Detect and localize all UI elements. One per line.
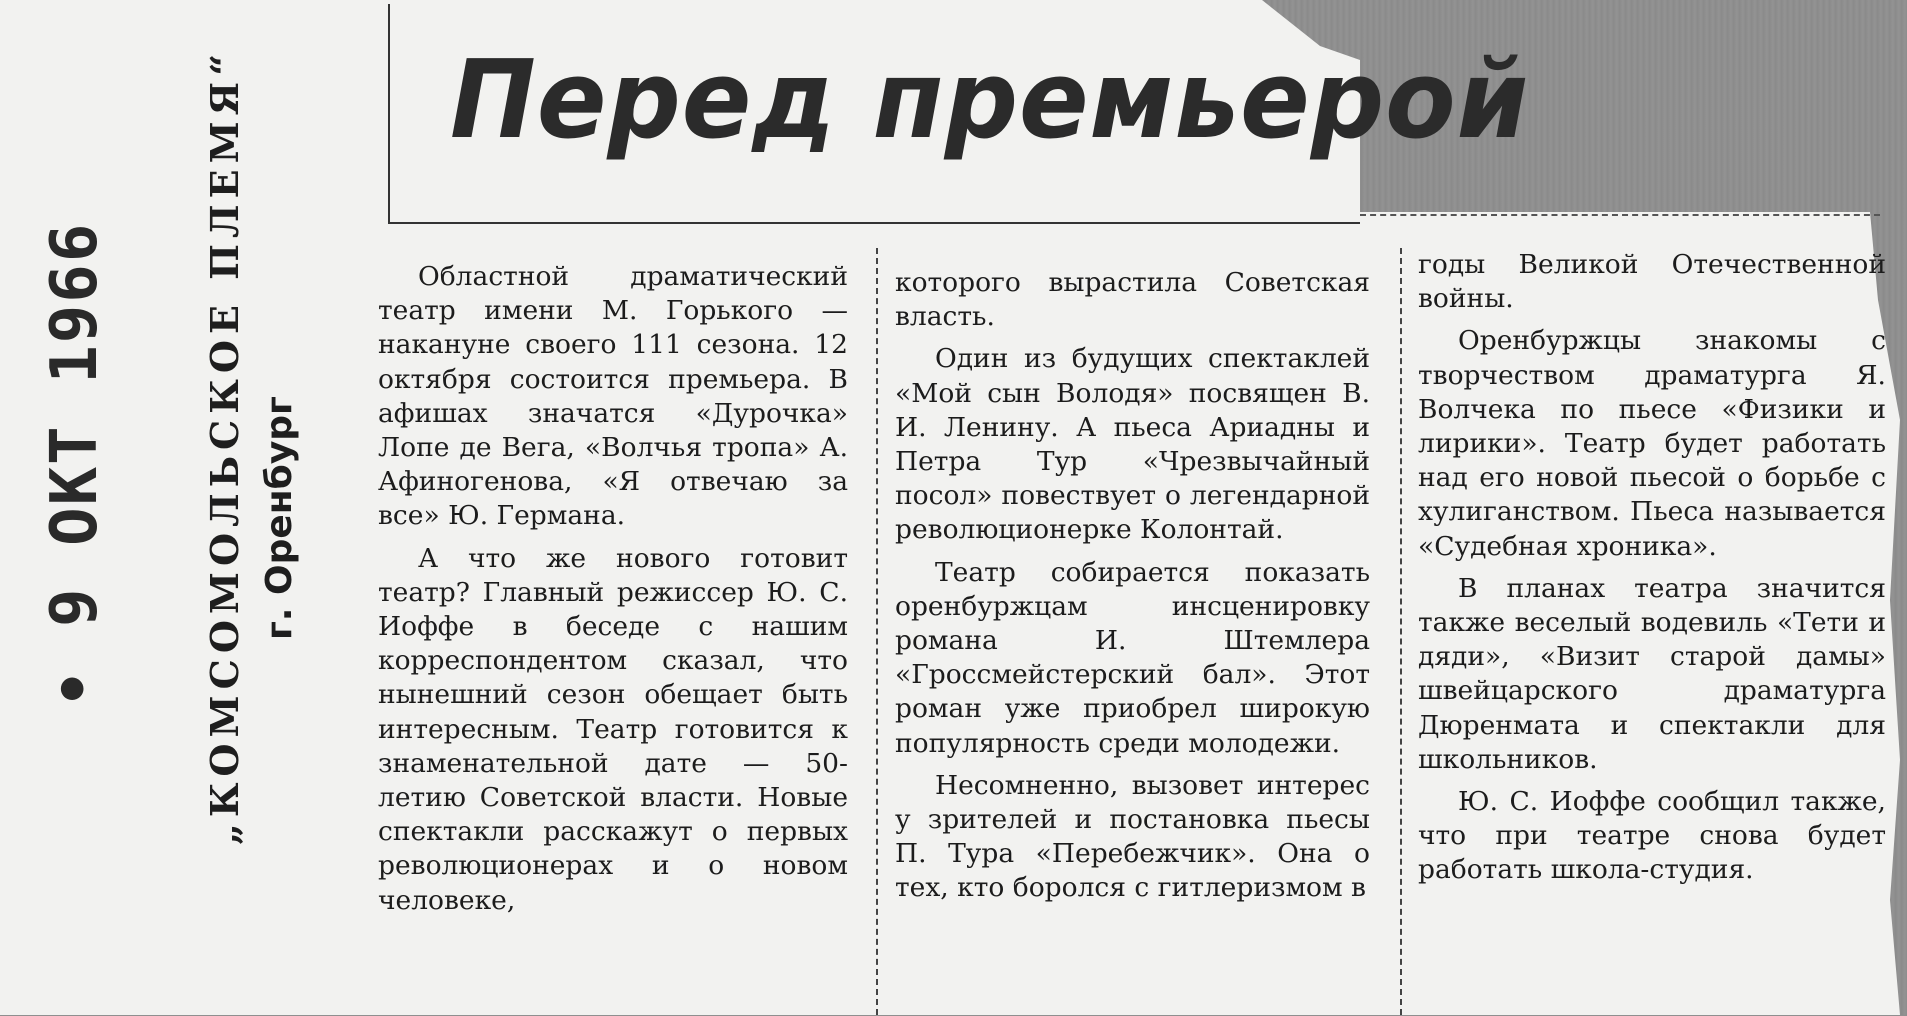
paragraph: Областной драматический театр имени М. Горького — накануне своего 111 сезона. 12 октября состоится премьера. В афишах значатся «Дурочка» Лопе де Вега, «Волчья тропа» А. Афиногенова, «Я отвечаю за все» Ю. Германа.	[378, 261, 848, 532]
paragraph: Несомненно, вызовет интерес у зрителей и постановка пьесы П. Тура «Перебежчик». Она о тех, кто боролся с гитлеризмом в	[895, 769, 1370, 904]
article-column-2	[895, 266, 1370, 1016]
headline-box	[388, 4, 1530, 224]
city-stamp: г. Оренбург	[259, 396, 300, 640]
article-column-3	[1418, 248, 1886, 998]
newspaper-name-stamp: „КОМСОМОЛЬСКОЕ ПЛЕМЯ“	[202, 47, 247, 845]
headline-rule	[1360, 214, 1880, 216]
paragraph: Один из будущих спектаклей «Мой сын Володя» посвящен В. И. Ленину. А пьеса Ариадны и Петра Тур «Чрезвычайный посол» повествует о легендарной революционерке Колонтай.	[895, 343, 1370, 546]
article-column-1	[378, 260, 848, 1010]
paragraph-continued: которого вырастила Советская власть.	[895, 267, 1370, 333]
paragraph: В планах театра значится также веселый водевиль «Тети и дяди», «Визит старой дамы» швейцарского драматурга Дюренмата и спектакли для школьников.	[1418, 572, 1886, 775]
paragraph: Оренбуржцы знакомы с творчеством драматурга Я. Волчека по пьесе «Физики и лирики». Театр будет работать над его новой пьесой о борьбе с хулиганством. Пьеса называется «Судебная хроника».	[1418, 325, 1886, 562]
date-stamp: • 9 ОКТ 1966	[38, 221, 112, 708]
paragraph-continued: годы Великой Отечественной войны.	[1418, 249, 1886, 315]
paragraph: А что же нового готовит театр? Главный режиссер Ю. С. Иоффе в беседе с нашим корреспондентом сказал, что нынешний сезон обещает быть интересным. Театр готовится к знаменательной дате — 50-летию Советской власти. Новые спектакли расскажут о первых революционерах и о новом человеке,	[378, 542, 848, 916]
article-headline: Перед премьерой	[450, 38, 1530, 163]
paragraph: Театр собирается показать оренбуржцам инсценировку романа И. Штемлера «Гроссмейстерский бал». Этот роман уже приобрел широкую популярность среди молодежи.	[895, 556, 1370, 759]
paragraph: Ю. С. Иоффе сообщил также, что при театре снова будет работать школа-студия.	[1418, 786, 1886, 886]
column-divider	[876, 248, 878, 1015]
column-divider	[1400, 248, 1402, 1015]
